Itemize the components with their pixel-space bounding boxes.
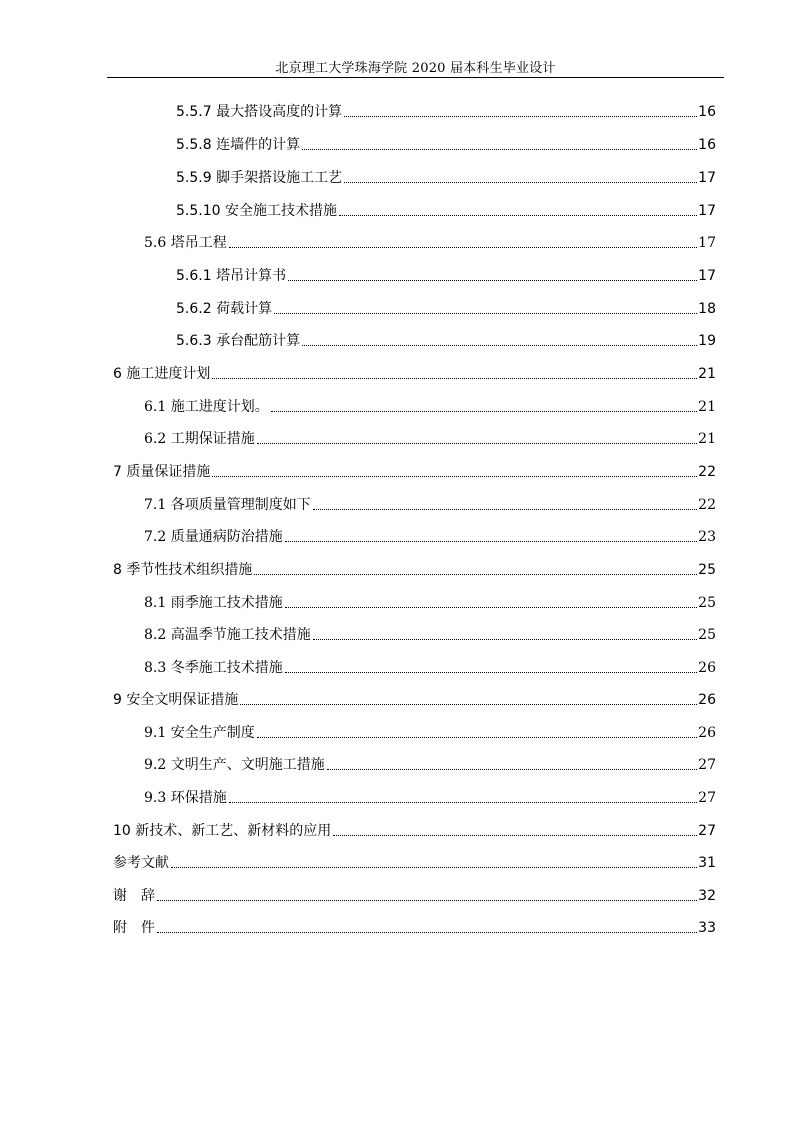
toc-entry-page: 19 [698, 333, 716, 349]
toc-dot-leader [271, 410, 697, 412]
toc-dot-leader [229, 246, 697, 248]
page-header: 北京理工大学珠海学院 2020 届本科生毕业设计 [275, 61, 556, 76]
toc-entry-title: 8.1 雨季施工技术措施 [144, 595, 283, 611]
toc-dot-leader [333, 834, 697, 836]
toc-entry-page: 25 [698, 595, 716, 611]
toc-entry-page: 31 [698, 855, 716, 871]
toc-entry-6-2[interactable] [144, 426, 716, 448]
toc-dot-leader [285, 606, 697, 608]
toc-entry-title: 附 件 [113, 920, 155, 936]
toc-entry-page: 21 [698, 399, 716, 415]
toc-entry-5-5-8[interactable] [176, 132, 716, 154]
toc-entry-title: 9.1 安全生产制度 [144, 725, 255, 741]
toc-entry-appendix[interactable] [113, 915, 716, 937]
toc-entry-title: 5.6.3 承台配筋计算 [176, 333, 301, 349]
toc-entry-title: 10 新技术、新工艺、新材料的应用 [113, 823, 332, 839]
toc-dot-leader [274, 312, 697, 314]
toc-dot-leader [313, 638, 697, 640]
toc-entry-page: 32 [698, 888, 716, 904]
toc-entry-title: 5.5.7 最大搭设高度的计算 [176, 104, 343, 120]
toc-dot-leader [254, 573, 697, 575]
toc-entry-page: 21 [698, 431, 716, 447]
toc-entry-title: 7.2 质量通病防治措施 [144, 529, 283, 545]
toc-entry-page: 17 [698, 170, 716, 186]
toc-entry-page: 27 [698, 790, 716, 806]
toc-dot-leader [212, 475, 697, 477]
toc-dot-leader [157, 899, 697, 901]
toc-entry-8[interactable] [113, 557, 716, 579]
toc-entry-title: 谢 辞 [113, 888, 155, 904]
toc-entry-page: 26 [698, 725, 716, 741]
toc-entry-page: 21 [698, 366, 716, 382]
toc-entry-5-5-9[interactable] [176, 165, 716, 187]
toc-dot-leader [344, 115, 697, 117]
toc-entry-title: 9 安全文明保证措施 [113, 692, 239, 708]
toc-entry-title: 5.5.10 安全施工技术措施 [176, 203, 337, 219]
toc-entry-references[interactable] [113, 850, 716, 872]
toc-entry-5-6[interactable] [144, 230, 716, 252]
toc-entry-9[interactable] [113, 687, 716, 709]
toc-entry-7[interactable] [113, 459, 716, 481]
toc-dot-leader [257, 442, 697, 444]
toc-entry-page: 22 [698, 497, 716, 513]
toc-dot-leader [339, 214, 697, 216]
toc-dot-leader [327, 768, 697, 770]
toc-entry-5-5-10[interactable] [176, 198, 716, 220]
toc-entry-5-6-2[interactable] [176, 296, 716, 318]
toc-entry-title: 8.2 高温季节施工技术措施 [144, 627, 311, 643]
toc-entry-title: 9.3 环保措施 [144, 790, 227, 806]
toc-entry-page: 25 [698, 562, 716, 578]
toc-entry-page: 17 [698, 203, 716, 219]
toc-entry-page: 27 [698, 823, 716, 839]
toc-dot-leader [302, 148, 697, 150]
toc-dot-leader [229, 801, 697, 803]
toc-entry-title: 5.6 塔吊工程 [144, 235, 227, 251]
toc-entry-7-2[interactable] [144, 524, 716, 546]
toc-entry-title: 7 质量保证措施 [113, 464, 211, 480]
toc-entry-9-3[interactable] [144, 785, 716, 807]
toc-entry-8-2[interactable] [144, 622, 716, 644]
toc-entry-9-1[interactable] [144, 720, 716, 742]
toc-entry-page: 33 [698, 920, 716, 936]
toc-dot-leader [212, 377, 697, 379]
toc-dot-leader [285, 540, 697, 542]
toc-entry-title: 6 施工进度计划 [113, 366, 211, 382]
toc-entry-title: 7.1 各项质量管理制度如下 [144, 497, 311, 513]
toc-dot-leader [288, 279, 697, 281]
toc-entry-7-1[interactable] [144, 492, 716, 514]
toc-entry-page: 25 [698, 627, 716, 643]
toc-entry-title: 参考文献 [113, 855, 169, 871]
toc-entry-title: 9.2 文明生产、文明施工措施 [144, 757, 325, 773]
toc-entry-6[interactable] [113, 361, 716, 383]
toc-entry-5-6-1[interactable] [176, 263, 716, 285]
toc-dot-leader [313, 508, 697, 510]
toc-entry-title: 6.2 工期保证措施 [144, 431, 255, 447]
toc-entry-acknowledgements[interactable] [113, 883, 716, 905]
toc-entry-page: 18 [698, 301, 716, 317]
toc-entry-title: 5.5.9 脚手架搭设施工工艺 [176, 170, 343, 186]
toc-entry-page: 23 [698, 529, 716, 545]
toc-entry-title: 5.5.8 连墙件的计算 [176, 137, 301, 153]
toc-dot-leader [240, 703, 697, 705]
toc-entry-8-3[interactable] [144, 655, 716, 677]
toc-dot-leader [285, 671, 697, 673]
toc-entry-page: 17 [698, 235, 716, 251]
toc-entry-page: 16 [698, 104, 716, 120]
toc-entry-title: 8.3 冬季施工技术措施 [144, 660, 283, 676]
toc-entry-page: 22 [698, 464, 716, 480]
toc-entry-5-5-7[interactable] [176, 99, 716, 121]
toc-entry-page: 17 [698, 268, 716, 284]
toc-entry-8-1[interactable] [144, 590, 716, 612]
toc-entry-page: 16 [698, 137, 716, 153]
toc-entry-title: 8 季节性技术组织措施 [113, 562, 253, 578]
toc-dot-leader [157, 931, 697, 933]
toc-entry-title: 6.1 施工进度计划。 [144, 399, 269, 415]
toc-entry-9-2[interactable] [144, 752, 716, 774]
toc-dot-leader [344, 181, 697, 183]
toc-entry-5-6-3[interactable] [176, 328, 716, 350]
toc-dot-leader [302, 344, 697, 346]
toc-entry-page: 26 [698, 660, 716, 676]
toc-dot-leader [257, 736, 697, 738]
toc-entry-10[interactable] [113, 818, 716, 840]
toc-entry-page: 27 [698, 757, 716, 773]
toc-entry-6-1[interactable] [144, 394, 716, 416]
toc-entry-title: 5.6.1 塔吊计算书 [176, 268, 287, 284]
toc-entry-page: 26 [698, 692, 716, 708]
toc-dot-leader [171, 866, 697, 868]
toc-entry-title: 5.6.2 荷载计算 [176, 301, 273, 317]
